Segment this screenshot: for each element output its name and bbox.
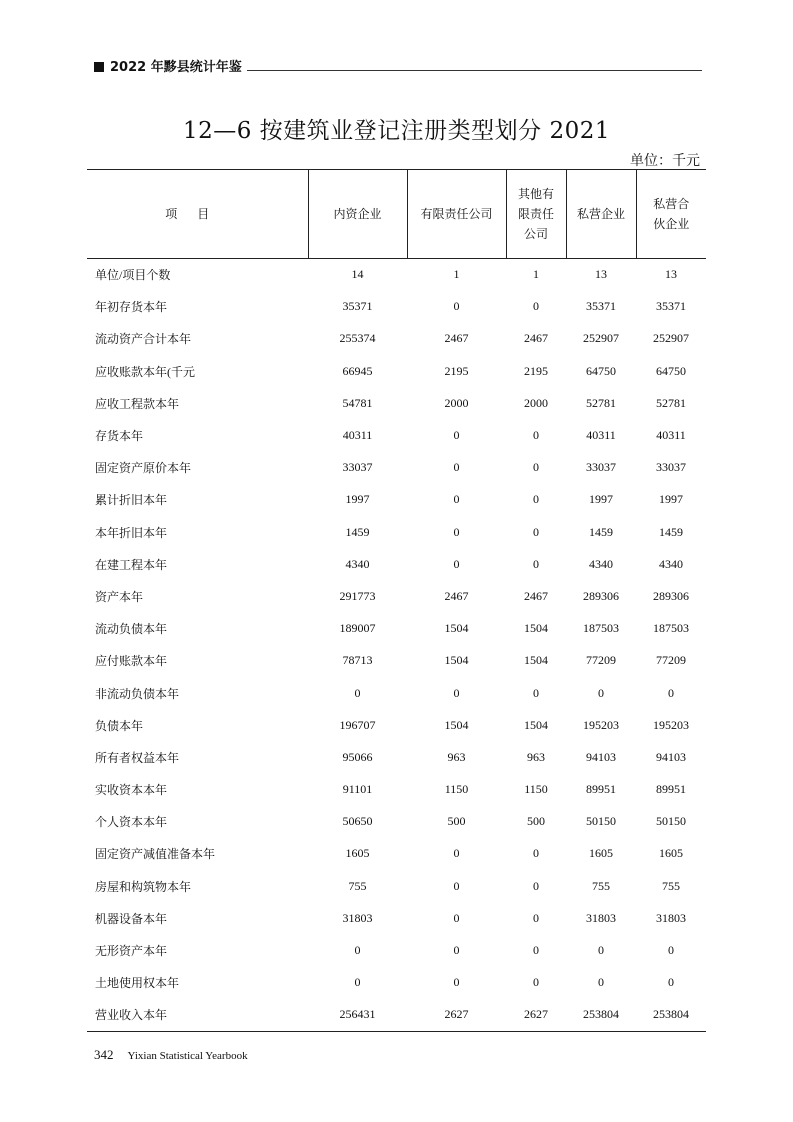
table-title: 12—6 按建筑业登记注册类型划分 2021 bbox=[182, 118, 611, 144]
table-cell: 0 bbox=[354, 943, 361, 958]
table-cell: 1459 bbox=[659, 524, 683, 539]
row-label: 实收资本本年 bbox=[95, 783, 168, 798]
row-label: 房屋和构筑物本年 bbox=[95, 879, 192, 894]
square-bullet-icon bbox=[94, 62, 104, 72]
table-row bbox=[87, 516, 706, 548]
table-cell: 755 bbox=[662, 878, 680, 893]
table-cell: 13 bbox=[665, 267, 677, 282]
column-header-line: 限责任 bbox=[517, 207, 554, 221]
table-cell: 253804 bbox=[636, 999, 706, 1031]
table-row bbox=[87, 484, 706, 516]
unit-label: 单位：千元 bbox=[630, 153, 700, 169]
table-cell: 0 bbox=[453, 299, 460, 314]
table-cell: 1504 bbox=[444, 653, 469, 668]
table-cell: 0 bbox=[354, 975, 361, 990]
table-cell: 0 bbox=[533, 556, 539, 571]
row-label: 流动资产合计本年 bbox=[95, 332, 192, 347]
table-cell: 2195 bbox=[444, 363, 469, 378]
table-cell: 0 bbox=[533, 943, 539, 958]
table-cell: 2627 bbox=[506, 999, 566, 1031]
row-label: 所有者权益本年 bbox=[95, 750, 180, 765]
column-header-line: 项目 bbox=[165, 207, 230, 221]
row-label: 固定资产原价本年 bbox=[95, 461, 192, 476]
table-cell: 0 bbox=[453, 556, 460, 571]
table-cell: 0 bbox=[453, 524, 460, 539]
table-cell: 78713 bbox=[342, 653, 373, 668]
table-cell: 0 bbox=[453, 428, 460, 443]
table-cell: 64750 bbox=[586, 363, 616, 378]
table-row bbox=[87, 934, 706, 966]
table-cell: 0 bbox=[668, 685, 674, 700]
column-header-line: 公司 bbox=[523, 227, 548, 241]
row-label: 机器设备本年 bbox=[95, 911, 168, 926]
table-cell: 4340 bbox=[589, 556, 613, 571]
table-cell: 0 bbox=[533, 910, 539, 925]
table-cell: 1605 bbox=[589, 846, 613, 861]
row-label: 非流动负债本年 bbox=[95, 686, 180, 701]
table-cell: 40311 bbox=[342, 428, 373, 443]
column-header bbox=[308, 170, 407, 259]
table-row bbox=[87, 677, 706, 709]
table-cell: 31803 bbox=[342, 910, 373, 925]
table-cell: 89951 bbox=[656, 782, 686, 797]
table-cell: 252907 bbox=[653, 331, 689, 346]
table-cell: 1504 bbox=[444, 717, 469, 732]
table-cell: 0 bbox=[453, 943, 460, 958]
column-header-item bbox=[87, 170, 308, 259]
table-cell: 35371 bbox=[586, 299, 616, 314]
page-number: 342 bbox=[94, 1047, 114, 1062]
running-title: 2022 年黟县统计年鉴 bbox=[110, 60, 242, 75]
table-row bbox=[87, 902, 706, 934]
table-cell: 1150 bbox=[524, 782, 548, 797]
table-cell: 1 bbox=[453, 267, 460, 282]
table-cell: 0 bbox=[668, 943, 674, 958]
table-row bbox=[87, 419, 706, 451]
table-cell: 2627 bbox=[407, 999, 506, 1031]
row-label: 营业收入本年 bbox=[87, 999, 308, 1031]
table-cell: 1 bbox=[533, 267, 539, 282]
table-cell: 1504 bbox=[444, 621, 469, 636]
table-cell: 2467 bbox=[444, 588, 469, 603]
table-row bbox=[87, 806, 706, 838]
table-cell: 0 bbox=[533, 878, 539, 893]
table-cell: 1997 bbox=[589, 492, 613, 507]
table-cell: 0 bbox=[453, 975, 460, 990]
row-label: 流动负债本年 bbox=[95, 622, 168, 637]
table-cell: 0 bbox=[453, 492, 460, 507]
table-row bbox=[87, 580, 706, 612]
table-cell: 0 bbox=[598, 685, 604, 700]
table-cell: 94103 bbox=[656, 749, 686, 764]
column-header-line: 私营合 bbox=[653, 197, 690, 211]
table-cell: 31803 bbox=[656, 910, 686, 925]
table-cell: 40311 bbox=[586, 428, 616, 443]
table-cell: 2000 bbox=[524, 395, 548, 410]
row-label: 存货本年 bbox=[95, 429, 144, 444]
table-cell: 0 bbox=[533, 975, 539, 990]
table-cell: 0 bbox=[453, 910, 460, 925]
row-label: 应收账款本年(千元 bbox=[95, 364, 195, 379]
table-cell: 0 bbox=[533, 299, 539, 314]
table-cell: 4340 bbox=[345, 556, 370, 571]
table-row bbox=[87, 259, 706, 291]
row-label: 无形资产本年 bbox=[95, 944, 168, 959]
table-cell: 50150 bbox=[656, 814, 686, 829]
table-cell: 52781 bbox=[586, 395, 616, 410]
page-footer bbox=[94, 1047, 248, 1063]
statistics-table bbox=[87, 169, 706, 1032]
column-header bbox=[506, 170, 566, 259]
table-cell: 1605 bbox=[659, 846, 683, 861]
table-cell: 33037 bbox=[656, 460, 686, 475]
column-header bbox=[636, 170, 706, 259]
column-header bbox=[566, 170, 636, 259]
row-label: 在建工程本年 bbox=[95, 557, 168, 572]
table-cell: 963 bbox=[447, 749, 466, 764]
table-cell: 77209 bbox=[656, 653, 686, 668]
table-cell: 0 bbox=[533, 524, 539, 539]
table-cell: 755 bbox=[348, 878, 367, 893]
row-label: 单位/项目个数 bbox=[95, 268, 171, 283]
table-cell: 77209 bbox=[586, 653, 616, 668]
table-cell: 0 bbox=[453, 685, 460, 700]
row-label: 年初存货本年 bbox=[95, 300, 168, 315]
table-cell: 189007 bbox=[339, 621, 376, 636]
table-body bbox=[87, 259, 706, 1032]
table-row bbox=[87, 452, 706, 484]
table-cell: 2195 bbox=[524, 363, 548, 378]
table-cell: 52781 bbox=[656, 395, 686, 410]
table-cell: 187503 bbox=[583, 621, 619, 636]
table-cell: 0 bbox=[598, 975, 604, 990]
table-cell: 2000 bbox=[444, 395, 469, 410]
table-cell: 0 bbox=[598, 943, 604, 958]
row-label: 本年折旧本年 bbox=[95, 525, 168, 540]
row-label: 土地使用权本年 bbox=[95, 976, 180, 991]
table-cell: 2467 bbox=[524, 588, 548, 603]
row-label: 个人资本本年 bbox=[95, 815, 168, 830]
table-row bbox=[87, 870, 706, 902]
table-cell: 33037 bbox=[586, 460, 616, 475]
table-cell: 35371 bbox=[656, 299, 686, 314]
table-cell: 2467 bbox=[444, 331, 469, 346]
table-cell: 1459 bbox=[589, 524, 613, 539]
table-row bbox=[87, 999, 706, 1031]
table-cell: 13 bbox=[595, 267, 607, 282]
table-cell: 94103 bbox=[586, 749, 616, 764]
table-cell: 66945 bbox=[342, 363, 373, 378]
table-cell: 255374 bbox=[339, 331, 376, 346]
table-cell: 0 bbox=[533, 492, 539, 507]
table-cell: 50650 bbox=[342, 814, 373, 829]
table-cell: 963 bbox=[527, 749, 545, 764]
table-cell: 0 bbox=[533, 460, 539, 475]
table-cell: 4340 bbox=[659, 556, 683, 571]
table-cell: 253804 bbox=[566, 999, 636, 1031]
table-cell: 1150 bbox=[444, 782, 469, 797]
table-cell: 1997 bbox=[659, 492, 683, 507]
table-cell: 289306 bbox=[653, 588, 689, 603]
table-cell: 500 bbox=[447, 814, 466, 829]
table-cell: 291773 bbox=[339, 588, 376, 603]
table-row bbox=[87, 741, 706, 773]
publication-name: Yixian Statistical Yearbook bbox=[127, 1050, 248, 1062]
table-cell: 0 bbox=[453, 460, 460, 475]
table-row bbox=[87, 774, 706, 806]
table-cell: 0 bbox=[668, 975, 674, 990]
table-row bbox=[87, 645, 706, 677]
table-row bbox=[87, 548, 706, 580]
table-cell: 1459 bbox=[345, 524, 370, 539]
table-cell: 2467 bbox=[524, 331, 548, 346]
table-cell: 1504 bbox=[524, 717, 548, 732]
row-label: 资产本年 bbox=[95, 589, 144, 604]
table-cell: 14 bbox=[351, 267, 364, 282]
table-row bbox=[87, 355, 706, 387]
table-cell: 35371 bbox=[342, 299, 373, 314]
table-row bbox=[87, 709, 706, 741]
table-cell: 195203 bbox=[583, 717, 619, 732]
table-cell: 50150 bbox=[586, 814, 616, 829]
table-cell: 33037 bbox=[342, 460, 373, 475]
running-head bbox=[94, 56, 242, 75]
table-header-row bbox=[87, 170, 706, 259]
table-cell: 256431 bbox=[308, 999, 407, 1031]
table-cell: 91101 bbox=[342, 782, 373, 797]
table-cell: 0 bbox=[354, 685, 361, 700]
table-row bbox=[87, 613, 706, 645]
column-header-line: 有限责任公司 bbox=[420, 207, 493, 221]
table-cell: 95066 bbox=[342, 749, 373, 764]
row-label: 应付账款本年 bbox=[95, 654, 168, 669]
row-label: 负债本年 bbox=[95, 718, 144, 733]
table-cell: 54781 bbox=[342, 395, 373, 410]
table-row bbox=[87, 967, 706, 999]
table-cell: 0 bbox=[453, 878, 460, 893]
header-rule bbox=[247, 70, 702, 71]
table-cell: 1504 bbox=[524, 621, 548, 636]
table-cell: 187503 bbox=[653, 621, 689, 636]
column-header-line: 内资企业 bbox=[333, 207, 382, 221]
row-label: 应收工程款本年 bbox=[95, 396, 180, 411]
table-cell: 289306 bbox=[583, 588, 619, 603]
table-cell: 40311 bbox=[656, 428, 686, 443]
column-header-line: 私营企业 bbox=[576, 207, 625, 221]
table-cell: 1504 bbox=[524, 653, 548, 668]
table-cell: 31803 bbox=[586, 910, 616, 925]
column-header bbox=[407, 170, 506, 259]
table-cell: 0 bbox=[453, 846, 460, 861]
table-cell: 196707 bbox=[339, 717, 376, 732]
table-cell: 755 bbox=[592, 878, 610, 893]
row-label: 累计折旧本年 bbox=[95, 493, 168, 508]
table-cell: 500 bbox=[527, 814, 545, 829]
table-cell: 89951 bbox=[586, 782, 616, 797]
row-label: 固定资产减值准备本年 bbox=[95, 847, 216, 862]
table-cell: 1605 bbox=[345, 846, 370, 861]
table-row bbox=[87, 291, 706, 323]
table-row bbox=[87, 387, 706, 419]
table-row bbox=[87, 323, 706, 355]
table-cell: 0 bbox=[533, 428, 539, 443]
column-header-line: 伙企业 bbox=[653, 217, 690, 231]
table-cell: 195203 bbox=[653, 717, 689, 732]
table-cell: 0 bbox=[533, 846, 539, 861]
table-row bbox=[87, 838, 706, 870]
table-cell: 252907 bbox=[583, 331, 619, 346]
column-header-line: 其他有 bbox=[517, 187, 554, 201]
table-cell: 1997 bbox=[345, 492, 370, 507]
table-cell: 64750 bbox=[656, 363, 686, 378]
table-cell: 0 bbox=[533, 685, 539, 700]
